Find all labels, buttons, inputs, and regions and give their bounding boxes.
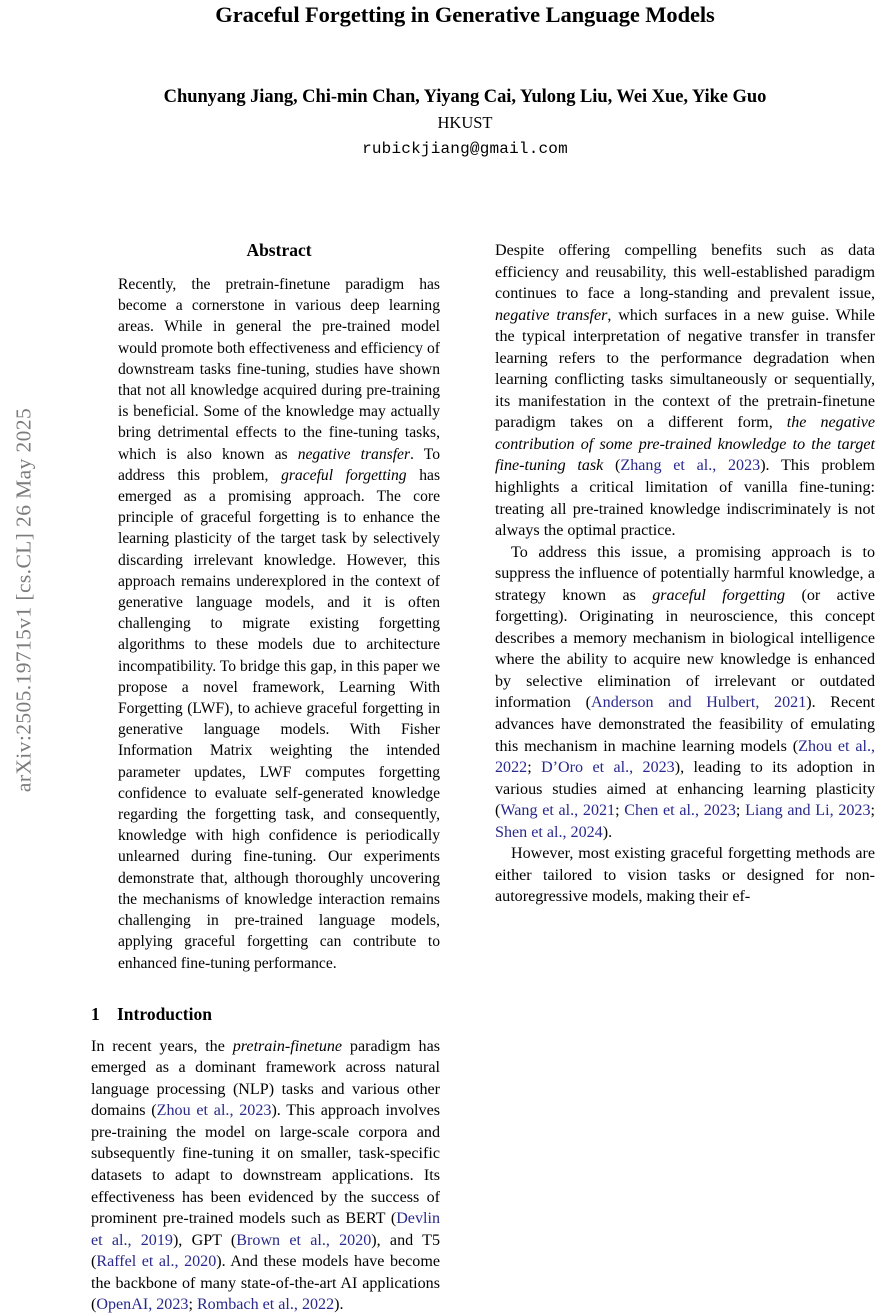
abstract-heading: Abstract xyxy=(246,240,312,260)
intro-p1-f: ). And these models have become the backbone of many state-of-the-art AI applications ( xyxy=(91,1253,440,1314)
intro-paragraph-3 xyxy=(495,542,875,844)
column-right xyxy=(495,240,875,908)
intro-p1-e: ), and T5 ( xyxy=(91,1231,440,1271)
intro-p1-g: ; xyxy=(188,1296,197,1314)
intro-p1-h: ). xyxy=(334,1296,344,1314)
paper-header xyxy=(60,0,870,158)
intro-p3-e: ), leading to its adoption in various studies aimed at enhancing learning plasticity ( xyxy=(495,759,875,820)
abstract-text-c: has emerged as a promising approach. The core principle of graceful forgetting is to enhance the learning plasticity of the target task by selectively discarding irrelevant knowledge. However, this approach remains underexplored in the context of generative language models, and it is often challenging to migrate existing forgetting algorithms to these models due to architecture incompatibility. To bridge this gap, in this paper we propose a novel framework, Learning With Forgetting (LWF), to achieve graceful forgetting in generative language models. With Fisher Information Matrix weighting the intended parameter updates, LWF computes forgetting confidence to evaluate self-generated knowledge regarding the forgetting task, and consequently, knowledge with high confidence is periodically unlearned during fine-tuning. Our experiments demonstrate that, although thoroughly uncovering the mechanisms of knowledge interaction remains challenging in pre-trained language models, applying graceful forgetting can contribute to enhanced fine-tuning performance. xyxy=(118,466,441,972)
intro-p4-a: However, most existing graceful forgetting methods are either tailored to vision tasks or designed for non-autoregressive models, making their ef- xyxy=(495,845,875,906)
intro-p3-d: ; xyxy=(527,759,542,777)
citation-raffel-2020[interactable]: Raffel et al., 2020 xyxy=(96,1253,217,1271)
citation-devlin-2019[interactable]: Devlin et al., 2019 xyxy=(91,1210,440,1249)
abstract-paragraph xyxy=(118,274,440,974)
intro-emph-negative-transfer: negative transfer xyxy=(495,306,608,324)
arxiv-stamp xyxy=(0,0,48,1200)
intro-p2-d: ). This problem highlights a critical limitation of vanilla fine-tuning: treating all pre-trained knowledge indiscriminately is not always the optimal practice. xyxy=(495,457,876,540)
contact-email: rubickjiang@gmail.com xyxy=(362,140,568,158)
section-heading-introduction xyxy=(91,974,440,1036)
intro-p2-c: ( xyxy=(603,457,621,475)
citation-anderson-hulbert-2021[interactable]: Anderson and Hulbert, 2021 xyxy=(591,694,807,712)
abstract-emph-graceful-forgetting: graceful forgetting xyxy=(281,466,407,484)
citation-liang-li-2023[interactable]: Liang and Li, 2023 xyxy=(745,802,871,820)
citation-chen-2023[interactable]: Chen et al., 2023 xyxy=(624,802,736,820)
citation-brown-2020[interactable]: Brown et al., 2020 xyxy=(236,1231,372,1249)
section-number: 1 xyxy=(91,1003,100,1024)
column-left xyxy=(91,240,440,1316)
intro-emph-pretrain-finetune: pretrain-finetune xyxy=(232,1037,343,1055)
citation-rombach-2022[interactable]: Rombach et al., 2022 xyxy=(196,1296,335,1314)
intro-p3-g: ; xyxy=(735,802,746,820)
intro-p3-c: ). Recent advances have demonstrated the feasibility of emulating this mechanism in machine learning models ( xyxy=(495,694,875,755)
intro-p1-c: ). This approach involves pre-training the model on large-scale corpora and subsequently fine-tuning it on smaller, task-specific datasets to adapt to downstream applications. Its effectiveness has been evidenced by the success of prominent pre-trained models such as BERT ( xyxy=(91,1102,440,1228)
intro-paragraph-2 xyxy=(495,240,875,542)
intro-p1-d: ), GPT ( xyxy=(172,1231,237,1249)
citation-openai-2023[interactable]: OpenAI, 2023 xyxy=(96,1296,189,1314)
intro-p2-a: Despite offering compelling benefits such as data efficiency and reusability, this well-established paradigm continues to face a long-standing and prevalent issue, xyxy=(495,242,875,303)
section-title: Introduction xyxy=(117,1003,212,1024)
citation-zhang-2023[interactable]: Zhang et al., 2023 xyxy=(620,457,761,475)
citation-zhou-2022[interactable]: Zhou et al., 2022 xyxy=(495,737,876,777)
intro-paragraph-1 xyxy=(91,1036,440,1316)
citation-shen-2024[interactable]: Shen et al., 2024 xyxy=(495,823,603,841)
citation-zhou-2023[interactable]: Zhou et al., 2023 xyxy=(156,1102,272,1120)
intro-p3-a: To address this issue, a promising approach is to suppress the influence of potentially harmful knowledge, a strategy known as xyxy=(495,543,875,604)
arxiv-stamp-text: arXiv:2505.19715v1 [cs.CL] 26 May 2025 xyxy=(11,407,36,793)
citation-doro-2023[interactable]: D’Oro et al., 2023 xyxy=(541,759,675,777)
author-list: Chunyang Jiang, Chi-min Chan, Yiyang Cai, Yulong Liu, Wei Xue, Yike Guo xyxy=(163,87,767,107)
intro-p1-a: In recent years, the xyxy=(91,1037,233,1055)
abstract-block xyxy=(118,240,440,974)
intro-p3-f: ; xyxy=(615,802,625,820)
abstract-text-b: . To address this problem, xyxy=(118,445,441,484)
intro-emph-negative-contribution: the negative contribution of some pre-trained knowledge to the target fine-tuning task xyxy=(495,414,876,475)
intro-p3-i: ). xyxy=(602,823,613,841)
intro-p3-b: (or active forgetting). Originating in neuroscience, this concept describes a memory mechanism in biological intelligence where the ability to acquire new knowledge is enhanced by selective elimination of irrelevant or outdated information ( xyxy=(495,586,876,712)
intro-p1-b: paradigm has emerged as a dominant framework across natural language processing (NLP) tasks and various other domains ( xyxy=(91,1037,440,1120)
citation-wang-2021[interactable]: Wang et al., 2021 xyxy=(500,802,616,820)
affiliation: HKUST xyxy=(437,113,493,132)
intro-emph-graceful-forgetting: graceful forgetting xyxy=(652,586,786,604)
abstract-emph-negative-transfer: negative transfer xyxy=(297,445,411,463)
page-title: Graceful Forgetting in Generative Language Models xyxy=(215,2,715,27)
abstract-text-a: Recently, the pretrain-finetune paradigm has become a cornerstone in various deep learning areas. While in general the pre-trained model would promote both effectiveness and efficiency of downstream tasks fine-tuning, studies have shown that not all knowledge acquired during pre-training is beneficial. Some of the knowledge may actually bring detrimental effects to the fine-tuning tasks, which is also known as xyxy=(118,276,440,463)
intro-paragraph-4 xyxy=(495,843,875,908)
intro-p2-b: , which surfaces in a new guise. While the typical interpretation of negative transfer in transfer learning refers to the performance degradation when learning conflicting tasks simultaneously or sequentially, its manifestation in the context of the pretrain-finetune paradigm takes on a different form, xyxy=(495,306,875,432)
intro-p3-h: ; xyxy=(870,802,875,820)
